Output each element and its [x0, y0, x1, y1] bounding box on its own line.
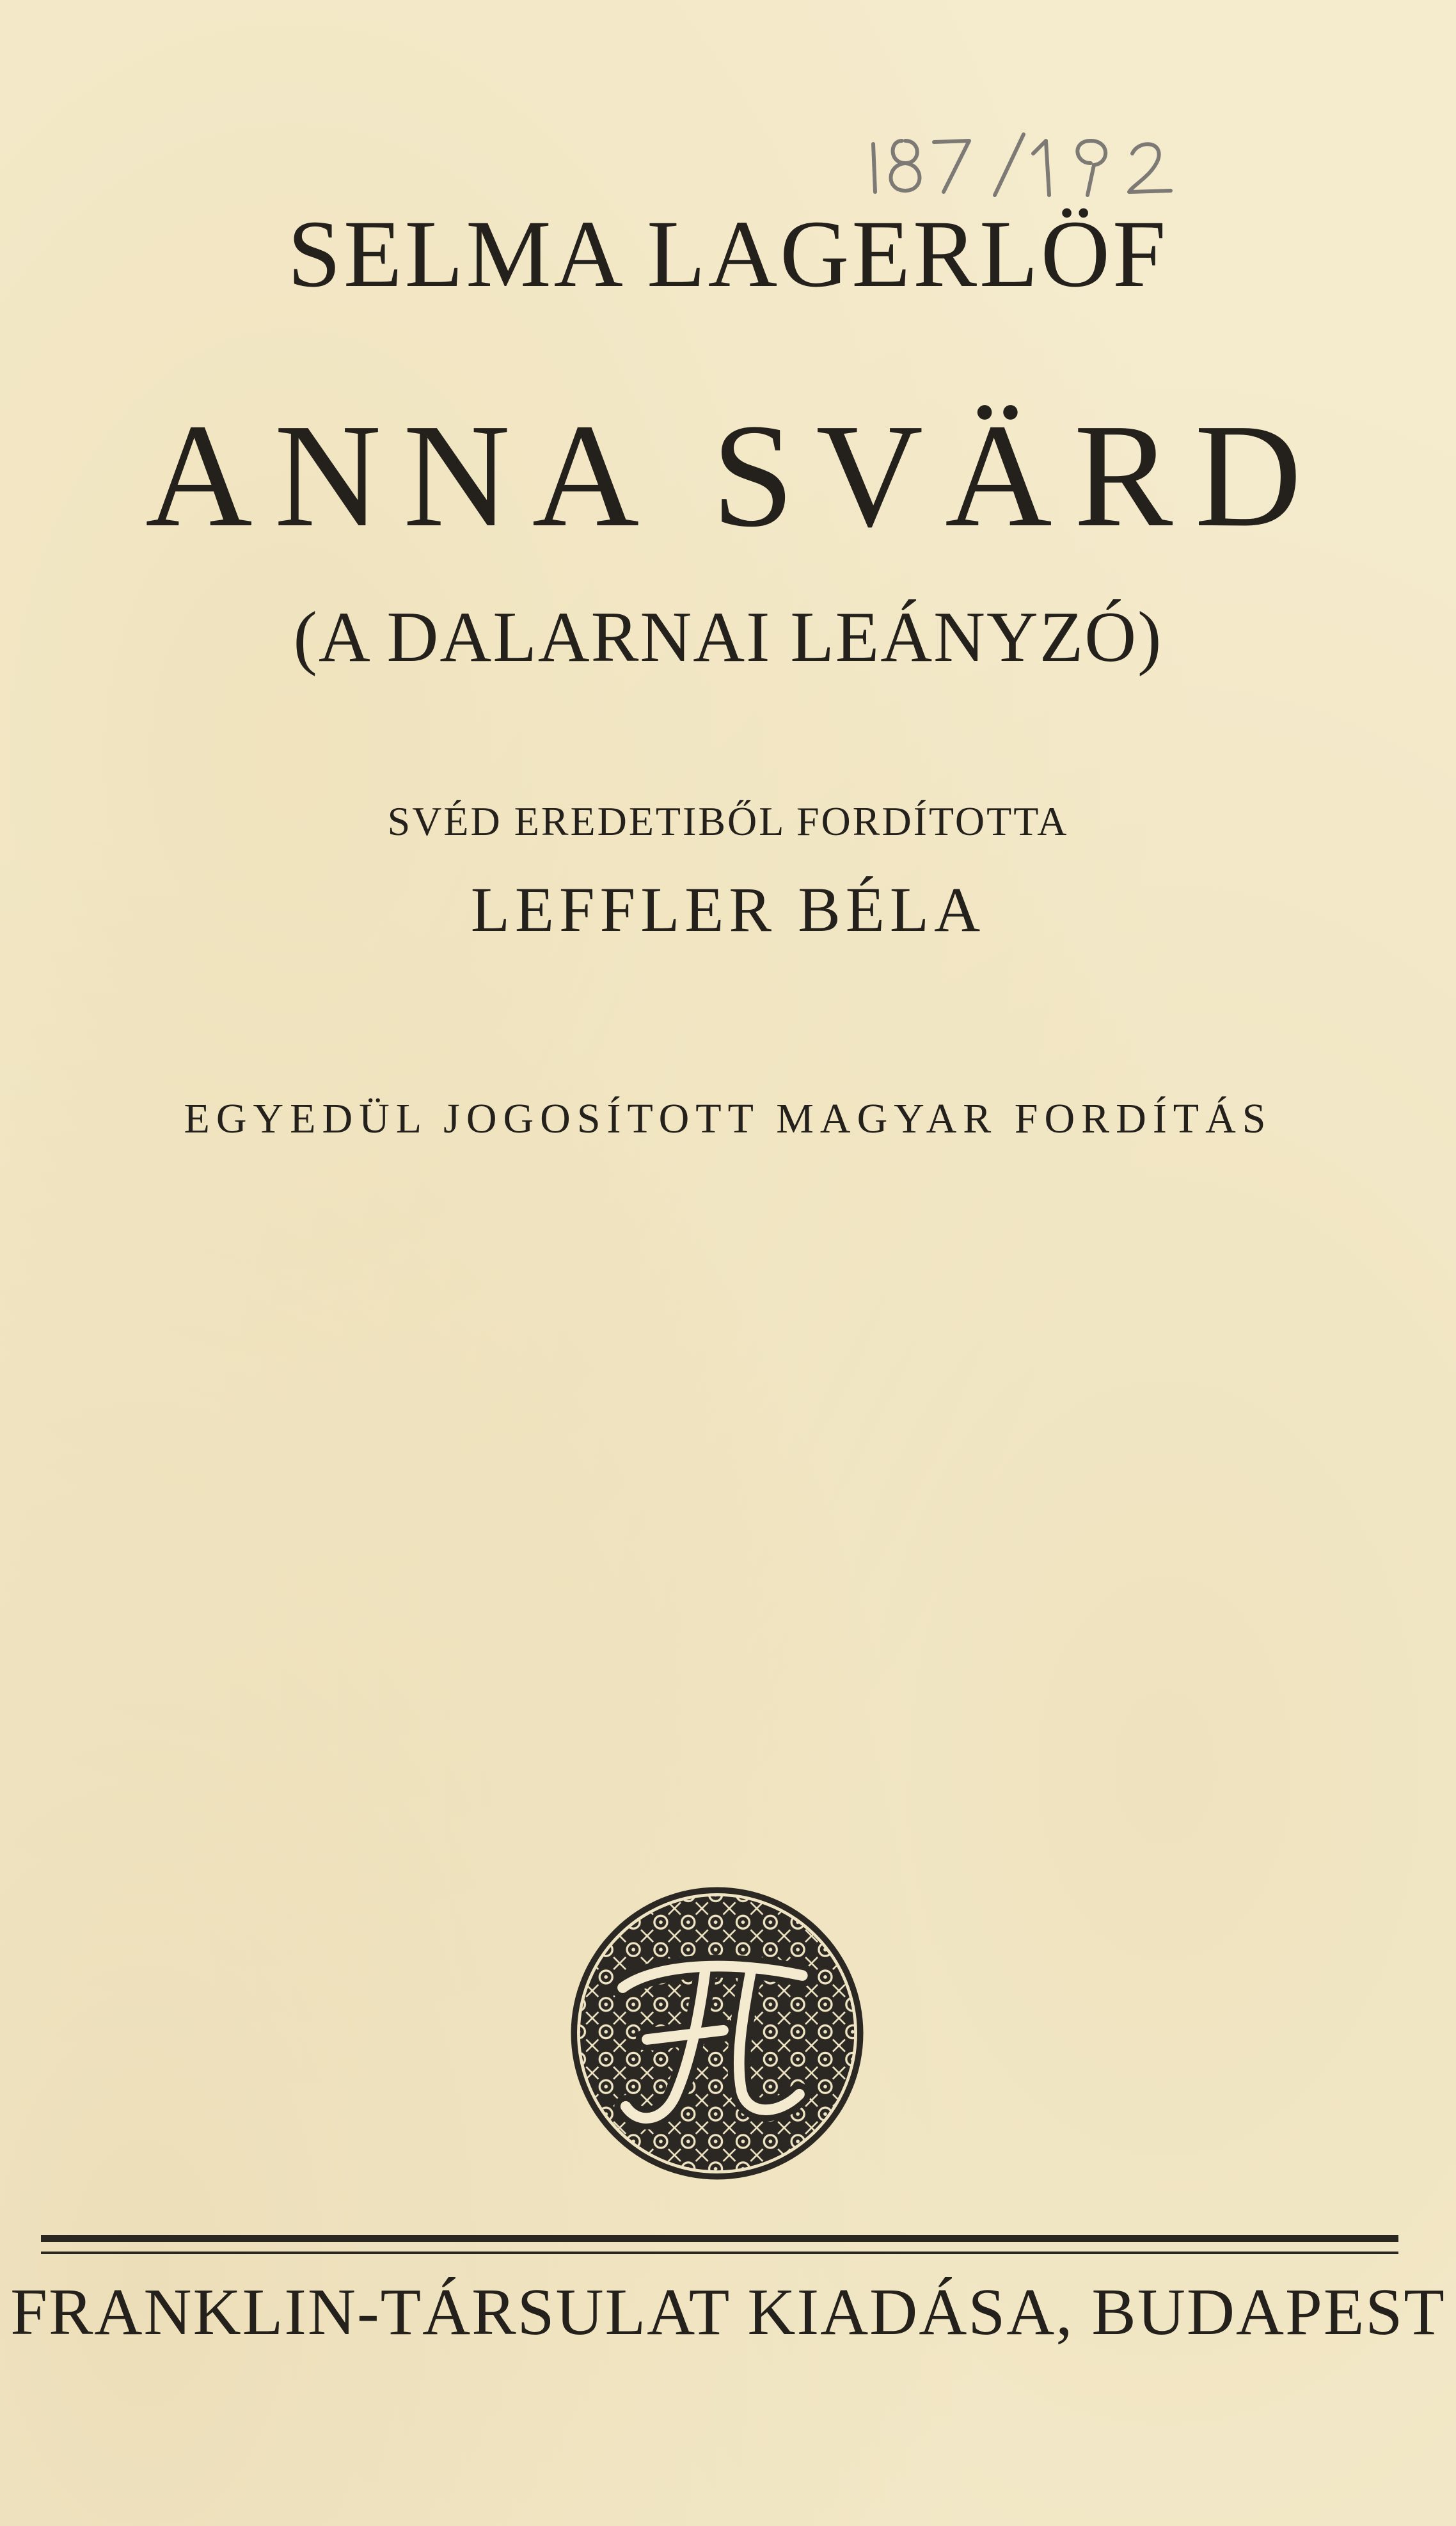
- rule-thin: [41, 2252, 1398, 2254]
- publisher-line: FRANKLIN-TÁRSULAT KIADÁSA, BUDAPEST: [10, 2275, 1446, 2349]
- translation-credit-label: SVÉD EREDETIBŐL FORDÍTOTTA: [387, 798, 1069, 844]
- author-name: SELMA LAGERLÖF: [287, 201, 1169, 307]
- rights-note: EGYEDÜL JOGOSÍTOTT MAGYAR FORDÍTÁS: [184, 1095, 1272, 1142]
- book-title: ANNA SVÄRD: [145, 393, 1324, 558]
- translator-name: LEFFLER BÉLA: [470, 874, 986, 945]
- rule-thick: [41, 2235, 1398, 2242]
- book-subtitle: (A DALARNAI LEÁNYZÓ): [293, 598, 1163, 677]
- publisher-logo: [565, 1881, 869, 2186]
